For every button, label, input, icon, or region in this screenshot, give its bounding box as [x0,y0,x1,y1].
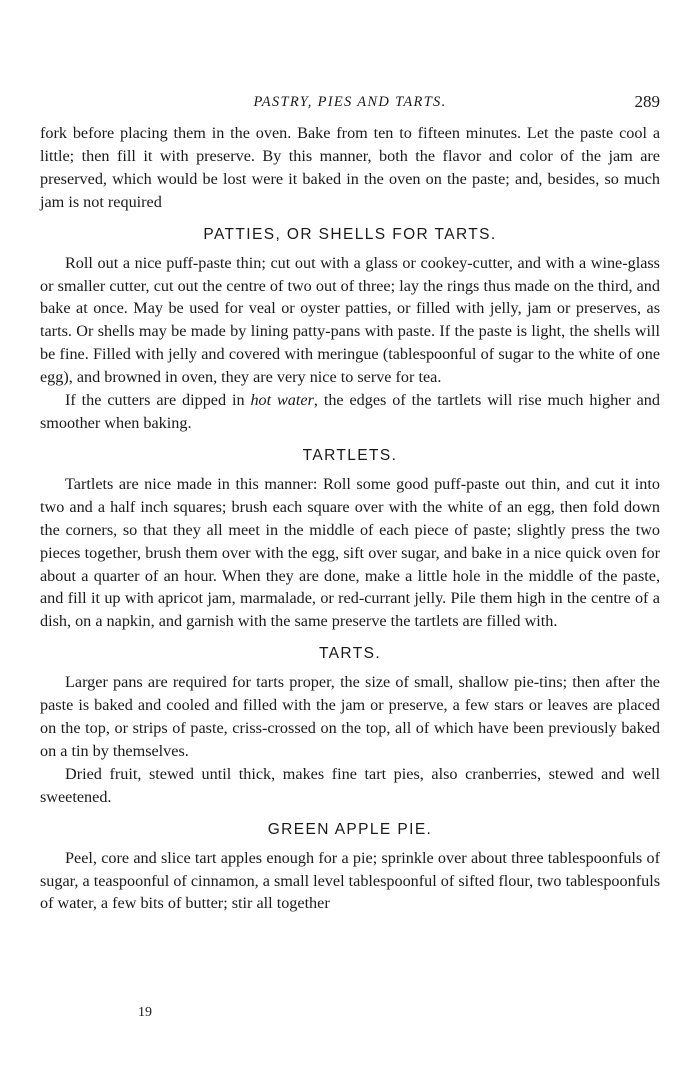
patties-paragraph-2-start: If the cutters are dipped in [65,391,251,410]
hot-water-emphasis: hot water [250,391,314,410]
intro-paragraph: fork before placing them in the oven. Bake from ten to fifteen minutes. Let the paste cool a little; then fill it with preserve. By this manner, both the flavor and color of the jam are preserved, which would be lost were it baked in the oven on the paste; and, besides, so much jam is not required [40,124,660,211]
section-heading-patties: PATTIES, OR SHELLS FOR TARTS. [203,225,497,243]
patties-paragraph-1: Roll out a nice puff-paste thin; cut out with a glass or cookey-cutter, and with a wine-glass or smaller cutter, cut out the centre of two out of three; lay the rings thus made on the third, and bake at once. May be used for veal or oyster patties, or filled with jelly, jam or preserves, as tarts. Or shells may be made by lining patty-pans with paste. If the paste is light, the shells will be fine. Filled with jelly and covered with meringue (tablespoonful of sugar to the white of one egg), and browned in oven, they are very nice to serve for tea. [40,253,660,387]
signature-mark: 19 [138,1005,152,1020]
green-apple-pie-paragraph-1: Peel, core and slice tart apples enough for a pie; sprinkle over about three tablespoonfuls of sugar, a teaspoonful of cinnamon, a small level tablespoonful of sifted flour, two tablespoonfuls of water, a few bits of butter; stir all together [40,848,660,913]
tarts-paragraph-1: Larger pans are required for tarts proper, the size of small, shallow pie-tins; then after the paste is baked and cooled and filled with the jam or preserve, a few stars or leaves are placed on the top, or strips of paste, criss-crossed on the top, all of which have been previously baked on a tin by themselves. [40,673,660,760]
book-page [40,92,660,915]
section-heading-tartlets: TARTLETS. [302,446,398,464]
tartlets-paragraph-1: Tartlets are nice made in this manner: Roll some good puff-paste out thin, and cut it into two and a half inch squares; brush each square over with the white of an egg, then fold down the corners, so that they all meet in the middle of each piece of paste; slightly press the two pieces together, brush them over with the egg, sift over sugar, and bake in a nice quick oven for about a quarter of an hour. When they are done, make a little hole in the middle of the paste, and fill it up with apricot jam, marmalade, or red-currant jelly. Pile them high in the centre of a dish, on a napkin, and garnish with the same preserve the tartlets are filled with. [40,474,660,631]
section-heading-green-apple-pie: GREEN APPLE PIE. [267,820,433,838]
running-title: PASTRY, PIES AND TARTS. [253,94,447,110]
section-heading-tarts: TARTS. [318,645,382,663]
tarts-paragraph-2: Dried fruit, stewed until thick, makes fine tart pies, also cranberries, stewed and well sweetened. [40,764,660,806]
page-number: 289 [634,92,660,111]
patties-paragraph-2-end: , the edges of the tartlets will rise much higher and smoother when baking. [40,391,660,432]
running-head [40,92,660,118]
patties-paragraph-2 [40,389,660,435]
